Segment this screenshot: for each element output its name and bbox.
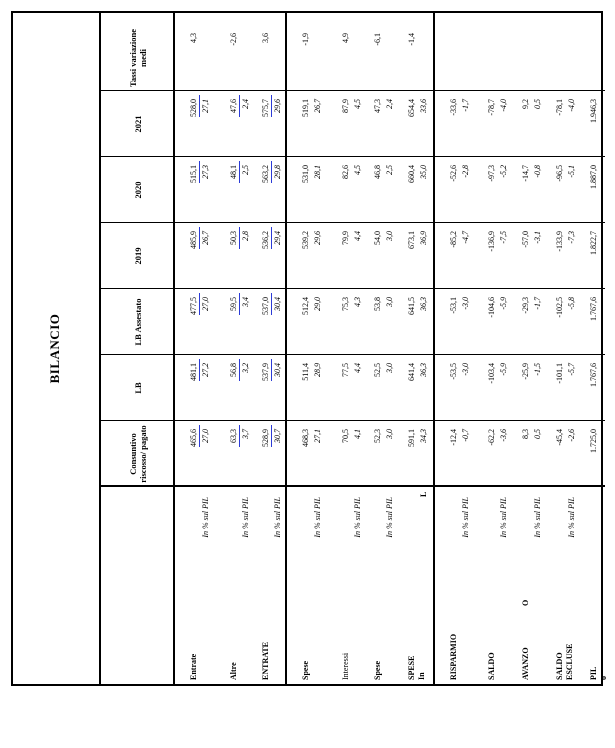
- column-header: Consuntivo riscosso/ pagato: [128, 425, 148, 483]
- value-cell: 591,1: [407, 429, 416, 447]
- pct-cell: -5,2: [499, 165, 508, 178]
- value-cell: 48,1: [229, 165, 238, 179]
- value-cell: 46,8: [373, 165, 382, 179]
- value-cell: 1.822,7: [589, 231, 598, 255]
- pct-cell: 27,3: [201, 165, 210, 179]
- value-cell: 528,0: [189, 99, 198, 117]
- section-saldi: [435, 13, 605, 684]
- value-cell: 575,7: [261, 99, 270, 117]
- pct-cell: 4,4: [353, 231, 362, 241]
- value-underline: [271, 95, 272, 117]
- value-cell: -101,1: [555, 363, 564, 384]
- pct-cell: 30,7: [273, 429, 282, 443]
- value-cell: 563,2: [261, 165, 270, 183]
- pct-cell: 36,3: [419, 363, 428, 377]
- value-cell: -78,1: [555, 99, 564, 116]
- pct-cell: 3,0: [385, 231, 394, 241]
- pct-cell: 27,0: [201, 297, 210, 311]
- row-label-extra: L: [419, 491, 428, 497]
- pct-cell: 29,6: [313, 231, 322, 245]
- pct-cell: -3,0: [461, 363, 470, 376]
- pct-cell: -5,9: [499, 297, 508, 310]
- column-header: 2020: [133, 181, 143, 199]
- value-cell: -53,1: [449, 297, 458, 314]
- bilancio-table: [11, 11, 608, 686]
- pct-cell: -0,8: [533, 165, 542, 178]
- value-cell: 515,1: [189, 165, 198, 183]
- value-cell: 1.946,3: [589, 99, 598, 123]
- row-sublabel: In % sul PIL: [313, 497, 322, 538]
- pct-cell: 33,6: [419, 99, 428, 113]
- pct-cell: -3,0: [461, 297, 470, 310]
- value-cell: 3,6: [261, 33, 270, 43]
- value-cell: 512,4: [301, 297, 310, 315]
- value-underline: [199, 359, 200, 381]
- pct-cell: 27,1: [201, 99, 210, 113]
- pct-cell: 4,5: [353, 165, 362, 175]
- value-cell: 477,5: [189, 297, 198, 315]
- column-header: 2019: [133, 247, 143, 265]
- value-cell: 47,3: [373, 99, 382, 113]
- value-cell: -14,7: [521, 165, 530, 182]
- value-cell: 82,6: [341, 165, 350, 179]
- pct-cell: -3,1: [533, 231, 542, 244]
- pct-cell: 26,7: [313, 99, 322, 113]
- column-divider: [101, 90, 605, 91]
- column-divider: [101, 354, 605, 355]
- row-label: Altre: [229, 662, 238, 680]
- pct-cell: 29,8: [273, 165, 282, 179]
- pct-cell: 34,3: [419, 429, 428, 443]
- row-label: SPESE: [407, 655, 416, 680]
- value-cell: 4,9: [341, 33, 350, 43]
- value-cell: 50,3: [229, 231, 238, 245]
- value-underline: [239, 161, 240, 183]
- pct-cell: 30,4: [273, 363, 282, 377]
- value-cell: 654,4: [407, 99, 416, 117]
- row-label: Spese: [301, 660, 310, 680]
- row-label: Interessi: [341, 652, 350, 680]
- value-cell: -25,9: [521, 363, 530, 380]
- value-cell: 1.887,0: [589, 165, 598, 189]
- pct-cell: 0,5: [533, 99, 542, 109]
- value-underline: [199, 425, 200, 447]
- value-underline: [271, 161, 272, 183]
- row-label: AVANZO: [521, 647, 530, 680]
- value-cell: 52,3: [373, 429, 382, 443]
- value-cell: 1.767,6: [589, 363, 598, 387]
- value-cell: 468,3: [301, 429, 310, 447]
- pct-cell: -5,7: [567, 363, 576, 376]
- column-divider: [101, 485, 605, 487]
- value-cell: -133,9: [555, 231, 564, 252]
- value-cell: 539,2: [301, 231, 310, 249]
- pct-cell: 36,9: [419, 231, 428, 245]
- value-cell: -52,6: [449, 165, 458, 182]
- value-cell: 537,9: [261, 363, 270, 381]
- value-underline: [199, 293, 200, 315]
- pct-cell: 4,5: [353, 99, 362, 109]
- value-cell: -62,2: [487, 429, 496, 446]
- pct-cell: -7,3: [567, 231, 576, 244]
- value-cell: -29,3: [521, 297, 530, 314]
- value-cell: 536,2: [261, 231, 270, 249]
- pct-cell: 30,4: [273, 297, 282, 311]
- value-cell: 70,5: [341, 429, 350, 443]
- pct-cell: -3,6: [499, 429, 508, 442]
- value-cell: 641,5: [407, 297, 416, 315]
- value-cell: 673,1: [407, 231, 416, 249]
- value-cell: 56,8: [229, 363, 238, 377]
- value-cell: -12,4: [449, 429, 458, 446]
- row-sublabel: In % sul PIL: [533, 497, 542, 538]
- row-label: ENTRATE: [261, 641, 270, 680]
- column-divider: [101, 288, 605, 289]
- value-underline: [239, 293, 240, 315]
- row-sublabel: In % sul PIL: [201, 497, 210, 538]
- value-cell: -1,4: [407, 33, 416, 46]
- pct-cell: 3,0: [385, 297, 394, 307]
- value-cell: 4,3: [189, 33, 198, 43]
- row-label: PIL: [589, 666, 598, 680]
- value-underline: [271, 425, 272, 447]
- value-cell: 59,5: [229, 297, 238, 311]
- value-cell: 1.767,6: [589, 297, 598, 321]
- value-cell: 9,2: [521, 99, 530, 109]
- pct-cell: 27,1: [313, 429, 322, 443]
- pct-cell: -1,7: [533, 297, 542, 310]
- pct-cell: 35,0: [419, 165, 428, 179]
- value-cell: -45,4: [555, 429, 564, 446]
- value-cell: -97,3: [487, 165, 496, 182]
- value-cell: 52,5: [373, 363, 382, 377]
- value-cell: -57,0: [521, 231, 530, 248]
- value-cell: -2,6: [229, 33, 238, 46]
- pct-cell: -7,5: [499, 231, 508, 244]
- value-underline: [239, 95, 240, 117]
- pct-cell: -4,0: [499, 99, 508, 112]
- value-cell: 54,0: [373, 231, 382, 245]
- value-cell: -96,5: [555, 165, 564, 182]
- row-label: Entrate: [189, 653, 198, 680]
- value-underline: [271, 359, 272, 381]
- value-cell: 531,0: [301, 165, 310, 183]
- pct-cell: 27,0: [201, 429, 210, 443]
- title-band: [13, 13, 101, 684]
- pct-cell: 2,4: [241, 99, 250, 109]
- pct-cell: 28,1: [313, 165, 322, 179]
- pct-cell: 36,3: [419, 297, 428, 311]
- row-sublabel: In % sul PIL: [273, 497, 282, 538]
- pct-cell: 2,5: [241, 165, 250, 175]
- value-underline: [271, 293, 272, 315]
- value-cell: 1.725,0: [589, 429, 598, 453]
- table-title: BILANCIO: [47, 313, 62, 384]
- row-label-extra: O: [521, 599, 530, 606]
- column-header: Tassi variazione medi: [128, 29, 148, 88]
- pct-cell: 28,9: [313, 363, 322, 377]
- value-cell: 77,5: [341, 363, 350, 377]
- value-cell: -104,6: [487, 297, 496, 318]
- pct-cell: 27,2: [201, 363, 210, 377]
- value-cell: 8,3: [521, 429, 530, 439]
- value-cell: -85,2: [449, 231, 458, 248]
- column-divider: [101, 222, 605, 223]
- value-cell: -103,4: [487, 363, 496, 384]
- pct-cell: 3,0: [385, 429, 394, 439]
- row-sublabel: In % sul PIL: [461, 497, 470, 538]
- pct-cell: -4,0: [567, 99, 576, 112]
- row-sublabel: In % sul PIL: [499, 497, 508, 538]
- column-divider: [101, 420, 605, 421]
- row-sublabel: In % sul PIL: [241, 497, 250, 538]
- value-underline: [199, 227, 200, 249]
- pct-cell: 2,4: [385, 99, 394, 109]
- value-cell: 465,6: [189, 429, 198, 447]
- value-cell: -102,5: [555, 297, 564, 318]
- pct-cell: 3,4: [241, 297, 250, 307]
- row-label: SALDO: [555, 652, 564, 680]
- pct-cell: 26,7: [201, 231, 210, 245]
- pct-cell: -5,1: [567, 165, 576, 178]
- value-cell: 528,9: [261, 429, 270, 447]
- value-cell: -33,6: [449, 99, 458, 116]
- value-cell: 641,4: [407, 363, 416, 381]
- row-label-extra: In: [417, 672, 426, 680]
- value-cell: 519,1: [301, 99, 310, 117]
- value-cell: 485,9: [189, 231, 198, 249]
- value-underline: [199, 95, 200, 117]
- column-header: 2021: [133, 115, 143, 133]
- value-underline: [239, 227, 240, 249]
- column-divider: [101, 156, 605, 157]
- pct-cell: -2,8: [461, 165, 470, 178]
- pct-cell: 3,2: [241, 363, 250, 373]
- pct-cell: -5,8: [567, 297, 576, 310]
- pct-cell: 29,4: [273, 231, 282, 245]
- value-underline: [239, 425, 240, 447]
- pct-cell: 4,3: [353, 297, 362, 307]
- pct-cell: 3,7: [241, 429, 250, 439]
- row-label-extra: o: [599, 676, 608, 680]
- pct-cell: 4,1: [353, 429, 362, 439]
- pct-cell: -4,7: [461, 231, 470, 244]
- value-cell: 79,9: [341, 231, 350, 245]
- pct-cell: -2,6: [567, 429, 576, 442]
- row-label: RISPARMIO: [449, 633, 458, 680]
- value-cell: -1,9: [301, 33, 310, 46]
- pct-cell: 2,8: [241, 231, 250, 241]
- value-cell: -78,7: [487, 99, 496, 116]
- column-header: LB Assestato: [133, 298, 143, 346]
- pct-cell: -1,5: [533, 363, 542, 376]
- column-header: LB: [133, 382, 143, 394]
- value-cell: 537,0: [261, 297, 270, 315]
- pct-cell: -5,9: [499, 363, 508, 376]
- pct-cell: 29,6: [273, 99, 282, 113]
- row-sublabel: In % sul PIL: [385, 497, 394, 538]
- row-label: SALDO: [487, 652, 496, 680]
- value-underline: [271, 227, 272, 249]
- row-label: Spese: [373, 660, 382, 680]
- row-label-extra: ESCLUSE: [565, 643, 574, 680]
- row-sublabel: In % sul PIL: [353, 497, 362, 538]
- value-cell: 47,6: [229, 99, 238, 113]
- pct-cell: 3,0: [385, 363, 394, 373]
- value-cell: -6,1: [373, 33, 382, 46]
- pct-cell: 2,5: [385, 165, 394, 175]
- value-cell: -53,5: [449, 363, 458, 380]
- value-cell: 511,4: [301, 363, 310, 381]
- value-cell: 660,4: [407, 165, 416, 183]
- value-cell: 75,3: [341, 297, 350, 311]
- pct-cell: -0,7: [461, 429, 470, 442]
- value-cell: 481,1: [189, 363, 198, 381]
- value-cell: -136,9: [487, 231, 496, 252]
- pct-cell: 29,0: [313, 297, 322, 311]
- value-underline: [199, 161, 200, 183]
- pct-cell: 0,5: [533, 429, 542, 439]
- value-cell: 63,3: [229, 429, 238, 443]
- value-cell: 87,9: [341, 99, 350, 113]
- value-underline: [239, 359, 240, 381]
- row-sublabel: In % sul PIL: [567, 497, 576, 538]
- value-cell: 53,8: [373, 297, 382, 311]
- pct-cell: 4,4: [353, 363, 362, 373]
- pct-cell: -1,7: [461, 99, 470, 112]
